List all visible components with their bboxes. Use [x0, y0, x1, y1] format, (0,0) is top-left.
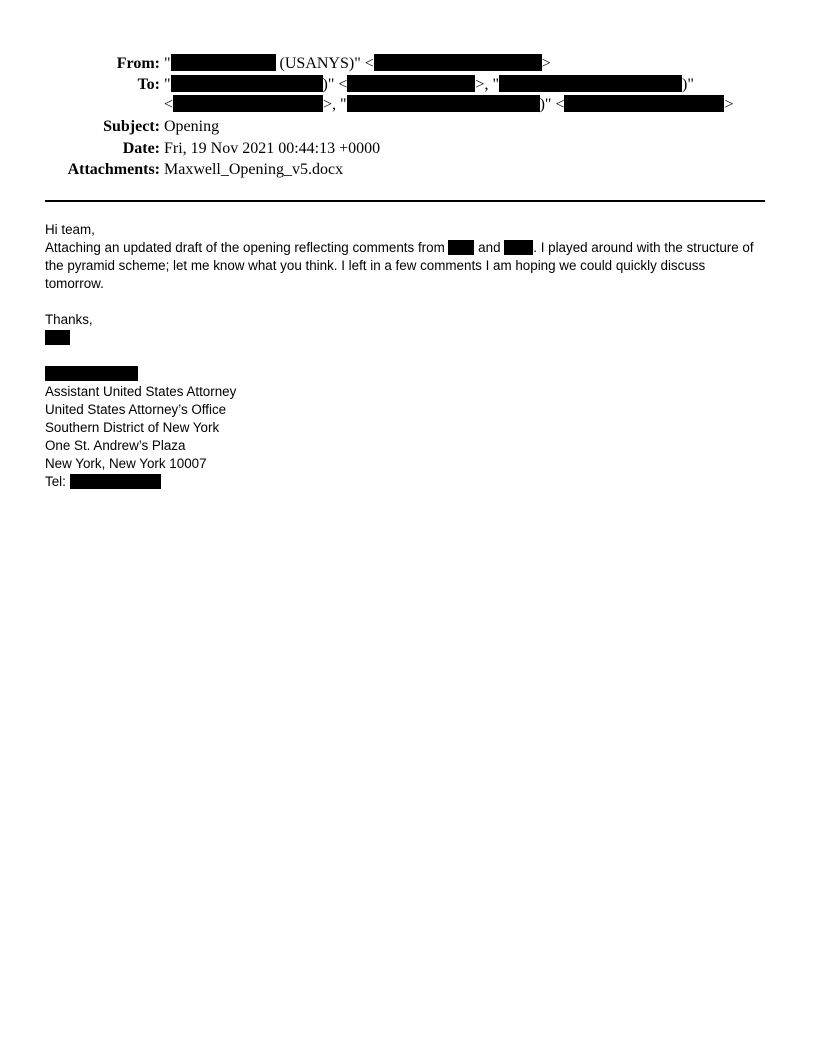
redaction-box	[171, 75, 323, 92]
date-value: Fri, 19 Nov 2021 00:44:13 +0000	[164, 140, 381, 157]
greeting: Hi team,	[45, 222, 95, 237]
from-quote: "	[164, 55, 171, 72]
redaction-box	[45, 366, 138, 381]
to-quote: "	[164, 76, 171, 93]
to-label: To:	[137, 76, 160, 93]
paragraph-line-2: the pyramid scheme; let me know what you think. I left in a few comments I am hoping we could quickly discuss	[45, 258, 706, 273]
signature-district: Southern District of New York	[45, 420, 220, 435]
to-value-line2	[164, 94, 734, 115]
paragraph-text: . I played around with the structure of	[533, 240, 754, 255]
to-separator: >, "	[475, 76, 499, 93]
from-end: >	[541, 55, 551, 72]
to-separator: )"	[681, 76, 694, 93]
signature-title: Assistant United States Attorney	[45, 384, 237, 399]
sign-off: Thanks,	[45, 312, 93, 327]
attachment-filename: Maxwell_Opening_v5.docx	[164, 161, 344, 178]
signature-address-2: New York, New York 10007	[45, 456, 207, 471]
attachments-label: Attachments:	[67, 161, 160, 178]
redaction-box	[499, 75, 682, 92]
redaction-box	[70, 474, 161, 489]
paragraph-text: Attaching an updated draft of the opening reflecting comments from	[45, 240, 449, 255]
to-value-line1	[164, 74, 694, 95]
date-label: Date:	[122, 140, 160, 157]
redaction-box	[564, 95, 724, 112]
to-separator: >	[724, 96, 734, 113]
subject-label: Subject:	[103, 118, 160, 135]
to-separator: >, "	[323, 96, 347, 113]
spacer	[45, 347, 775, 365]
from-value	[164, 53, 551, 74]
from-org: (USANYS)" <	[275, 55, 374, 72]
signature-office: United States Attorney’s Office	[45, 402, 227, 417]
signature-tel	[45, 473, 775, 491]
signature-address-1: One St. Andrew’s Plaza	[45, 438, 186, 453]
from-label: From:	[116, 55, 160, 72]
email-body	[45, 221, 775, 491]
subject-value: Opening	[164, 118, 220, 135]
redaction-box	[171, 54, 276, 71]
paragraph-line-1	[45, 239, 775, 257]
redaction-box	[504, 240, 533, 255]
paragraph-text: and	[474, 240, 505, 255]
to-separator: )" <	[322, 76, 348, 93]
redaction-box	[448, 240, 474, 255]
spacer	[45, 293, 775, 311]
redaction-box	[173, 95, 323, 112]
redaction-box	[45, 330, 70, 345]
sender-initials	[45, 329, 775, 347]
signature-name	[45, 365, 775, 383]
tel-label: Tel:	[45, 474, 70, 489]
paragraph-line-3: tomorrow.	[45, 276, 104, 291]
redaction-box	[347, 75, 475, 92]
header-divider	[45, 200, 765, 202]
to-separator: <	[164, 96, 174, 113]
redaction-box	[347, 95, 540, 112]
redaction-box	[374, 54, 542, 71]
to-separator: )" <	[539, 96, 565, 113]
